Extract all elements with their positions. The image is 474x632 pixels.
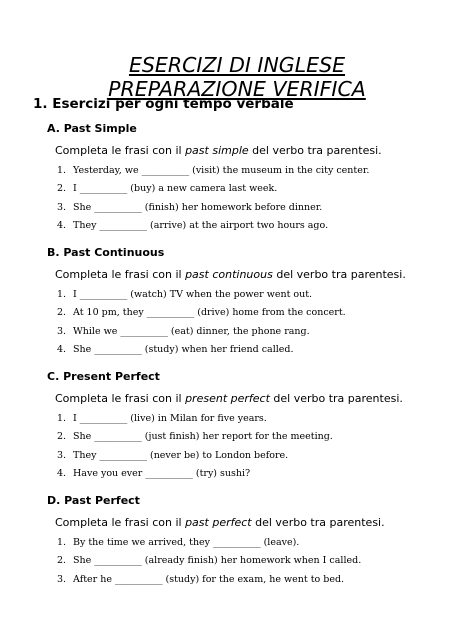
title-line-2: PREPARAZIONE VERIFICA: [108, 77, 366, 101]
main-heading: 1. Esercizi per ogni tempo verbale: [33, 96, 294, 112]
exercise-item: 3. She __________ (finish) her homework before dinner.: [57, 201, 323, 213]
exercise-list-d: [57, 536, 361, 591]
exercise-item: 4. They __________ (arrive) at the airport two hours ago.: [57, 219, 329, 231]
exercise-list-b: [57, 288, 346, 361]
section-title-a: A. Past Simple: [47, 122, 137, 135]
exercise-item: 3. While we __________ (eat) dinner, the phone rang.: [57, 325, 310, 337]
exercise-item: 1. I __________ (watch) TV when the power went out.: [57, 289, 313, 300]
exercise-item: 4. She __________ (study) when her friend called.: [57, 343, 294, 355]
section-instructions-a: Completa le frasi con il past simple del verbo tra parentesi.: [55, 144, 382, 157]
section-title-d: D. Past Perfect: [47, 494, 140, 507]
section-instructions-c: Completa le frasi con il present perfect del verbo tra parentesi.: [55, 392, 403, 405]
section-instructions-d: Completa le frasi con il past perfect del verbo tra parentesi.: [55, 516, 385, 529]
tense-name: past continuous: [185, 268, 273, 281]
title-line-1: ESERCIZI DI INGLESE: [128, 53, 346, 77]
exercise-item: 4. Have you ever __________ (try) sushi?: [57, 467, 251, 479]
exercise-list-a: [57, 164, 369, 237]
exercise-item: 3. After he __________ (study) for the exam, he went to bed.: [57, 573, 345, 585]
section-title-b: B. Past Continuous: [47, 246, 165, 259]
exercise-item: 1. I __________ (live) in Milan for five years.: [57, 413, 267, 424]
exercise-item: 1. By the time we arrived, they __________ (leave).: [57, 537, 300, 548]
exercise-item: 3. They __________ (never be) to London before.: [57, 449, 289, 461]
exercise-list-c: [57, 412, 333, 485]
exercise-item: 1. Yesterday, we __________ (visit) the museum in the city center.: [57, 165, 370, 176]
section-title-c: C. Present Perfect: [47, 370, 160, 383]
tense-name: past perfect: [185, 516, 252, 529]
section-instructions-b: Completa le frasi con il past continuous del verbo tra parentesi.: [55, 268, 406, 281]
exercise-item: 2. At 10 pm, they __________ (drive) home from the concert.: [57, 307, 346, 319]
exercise-item: 2. She __________ (already finish) her homework when I called.: [57, 555, 362, 567]
tense-name: present perfect: [185, 392, 270, 405]
exercise-item: 2. She __________ (just finish) her report for the meeting.: [57, 431, 333, 443]
exercise-item: 2. I __________ (buy) a new camera last week.: [57, 183, 278, 195]
tense-name: past simple: [185, 144, 249, 157]
document-title: [0, 53, 474, 101]
